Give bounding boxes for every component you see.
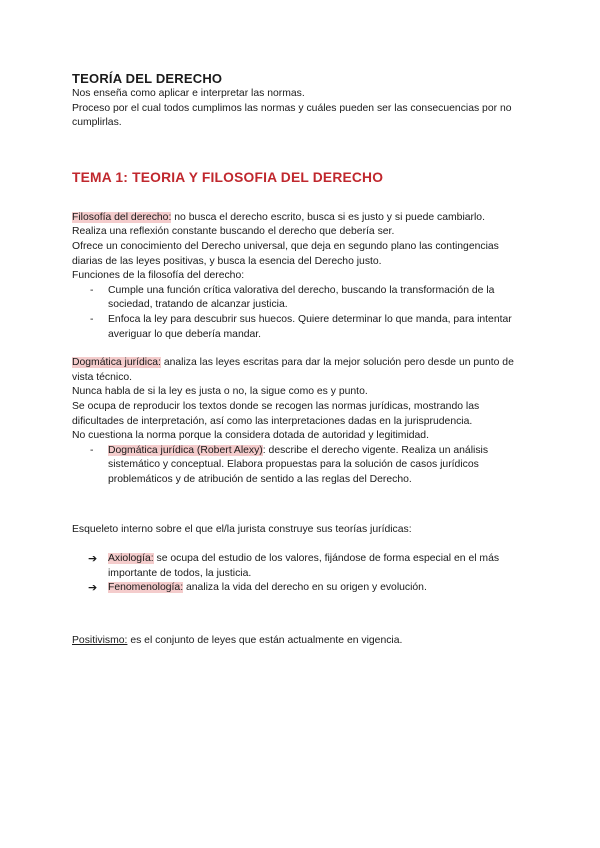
dogmatica-definition — [72, 356, 532, 385]
filosofia-line: Realiza una reflexión constante buscando el derecho que debería ser. — [72, 226, 395, 238]
esqueleto-list — [72, 552, 532, 596]
intro-line-2: Proceso por el cual todos cumplimos las normas y cuáles pueden ser las consecuencias por no cumplirlas. — [72, 102, 512, 129]
arrow-bullet-icon: ➔ — [88, 553, 98, 566]
filosofia-line: Funciones de la filosofía del derecho: — [72, 270, 245, 282]
document-page — [72, 70, 532, 648]
fenomenologia-term: Fenomenología: — [108, 582, 184, 594]
alexy-def: : describe el derecho vigente. Realiza un análisis sistemático y conceptual. Elabora propuestas para la solución de casos jurídicos problemáticos y de atribución de sentido a las reglas del Derecho. — [108, 444, 489, 485]
tema-heading: TEMA 1: TEORIA Y FILOSOFIA DEL DERECHO — [72, 169, 384, 185]
intro-line-1: Nos enseña como aplicar e interpretar las normas. — [72, 88, 305, 99]
list-item — [72, 444, 532, 488]
filosofia-definition — [72, 211, 532, 226]
positivismo-def: es el conjunto de leyes que están actualmente en vigencia. — [127, 634, 403, 646]
dash-bullet: - — [90, 313, 94, 325]
positivismo-term: Positivismo: — [72, 634, 128, 646]
esqueleto-section — [72, 523, 532, 595]
list-item-text: Cumple una función crítica valorativa del derecho, buscando la transformación de la sociedad, tratando de alcanzar justicia. — [108, 284, 495, 311]
filosofia-section — [72, 211, 532, 342]
list-item — [72, 284, 532, 313]
esqueleto-line: Esqueleto interno sobre el que el/la jurista construye sus teorías jurídicas: — [72, 524, 412, 536]
list-item — [72, 313, 532, 342]
dogmatica-list — [72, 444, 532, 488]
document-title: TEORÍA DEL DERECHO — [72, 71, 223, 86]
list-item-text: Enfoca la ley para descubrir sus huecos. Quiere determinar lo que manda, para intentar averiguar lo que debería mandar. — [108, 313, 512, 340]
dogmatica-section — [72, 356, 532, 487]
dogmatica-line: No cuestiona la norma porque la considera dotada de autoridad y legitimidad. — [72, 430, 429, 442]
dogmatica-def: analiza las leyes escritas para dar la mejor solución pero desde un punto de vista técnico. — [72, 357, 514, 383]
filosofia-def: no busca el derecho escrito, busca si es justo y si puede cambiarlo. — [171, 211, 485, 223]
positivismo-definition — [72, 634, 532, 649]
list-item — [72, 552, 532, 581]
dash-bullet: - — [90, 284, 94, 296]
axiologia-def: se ocupa del estudio de los valores, fijándose de forma especial en el más importante de todos, la justicia. — [108, 553, 500, 579]
arrow-bullet-icon: ➔ — [88, 582, 98, 595]
dash-bullet: - — [90, 444, 94, 456]
filosofia-functions-list — [72, 284, 532, 342]
filosofia-line: Ofrece un conocimiento del Derecho universal, que deja en segundo plano las contingencias diarias de las leyes positivas, y busca la esencia del Derecho justo. — [72, 240, 499, 267]
list-item — [72, 581, 532, 596]
axiologia-term: Axiología: — [108, 553, 154, 565]
dogmatica-line: Se ocupa de reproducir los textos donde se recogen las normas jurídicas, mostrando las dificultades de interpretación, así como las interpretaciones dadas en la jurisprudencia. — [72, 400, 480, 427]
fenomenologia-def: analiza la vida del derecho en su origen y evolución. — [183, 582, 427, 594]
positivismo-section — [72, 634, 532, 649]
dogmatica-line: Nunca habla de si la ley es justa o no, la sigue como es y punto. — [72, 386, 368, 398]
dogmatica-term: Dogmática jurídica: — [72, 357, 161, 369]
alexy-term: Dogmática jurídica (Robert Alexy) — [108, 444, 263, 456]
filosofia-term: Filosofía del derecho: — [72, 211, 172, 223]
